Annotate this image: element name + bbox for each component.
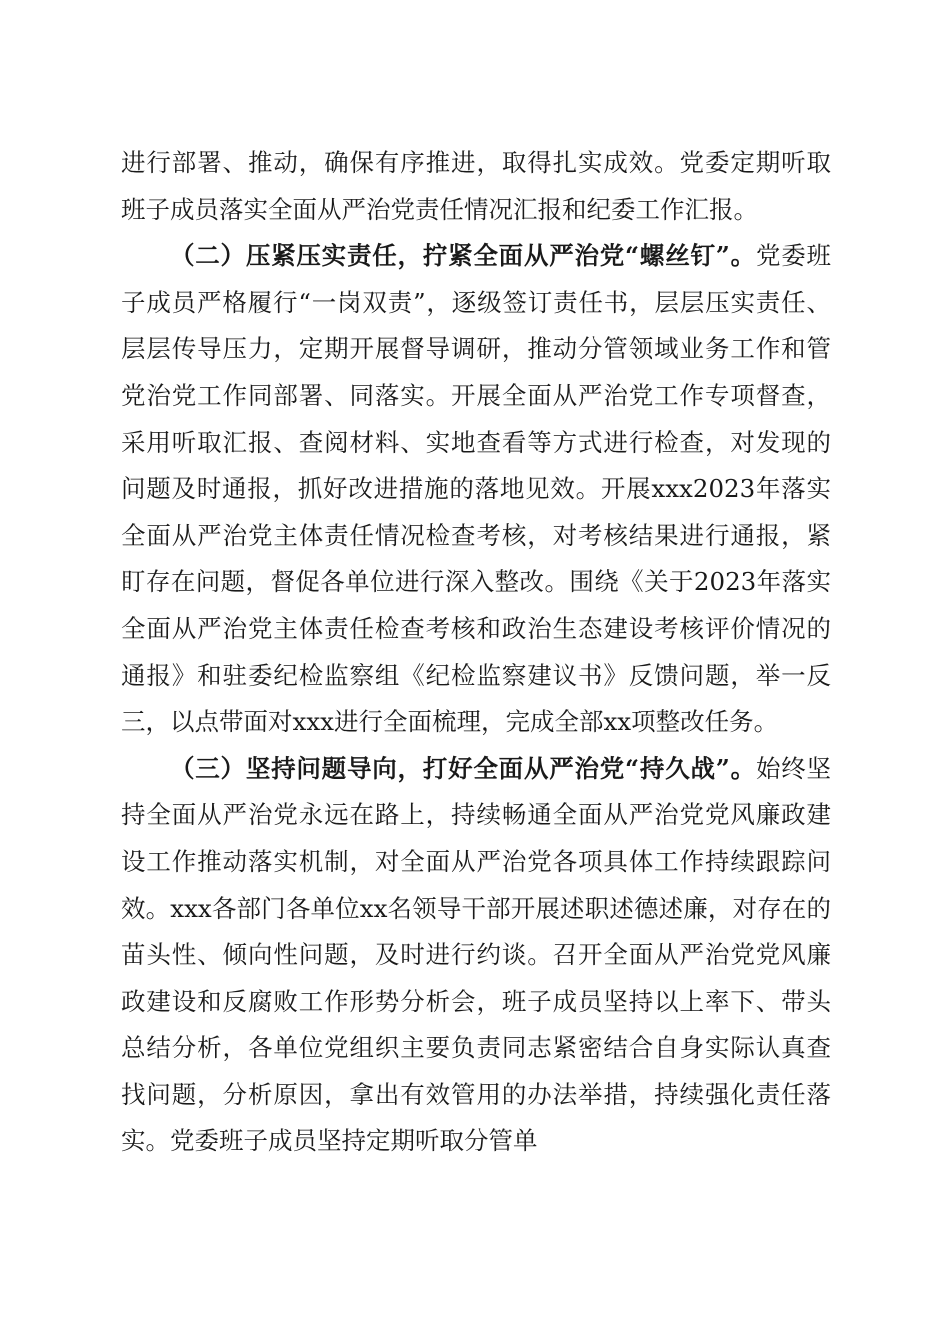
paragraph-text: 党委班子成员严格履行“一岗双责”，逐级签订责任书，层层压实责任、层层传导压力，定期开展督导调研，推动分管领域业务工作和管党治党工作同部署、同落实。开展全面从严治党工作专项督查，采用听取汇报、查阅材料、实地查看等方式进行检查，对发现的问题及时通报，抓好改进措施的落地见效。开展xxx2023年落实全面从严治党主体责任情况检查考核，对考核结果进行通报，紧盯存在问题，督促各单位进行深入整改。围绕《关于2023年落实全面从严治党主体责任检查考核和政治生态建设考核评价情况的通报》和驻委纪检监察组《纪检监察建议书》反馈问题，举一反三，以点带面对xxx进行全面梳理，完成全部xx项整改任务。 <box>121 241 831 737</box>
paragraph-text: 进行部署、推动，确保有序推进，取得扎实成效。党委定期听取班子成员落实全面从严治党责任情况汇报和纪委工作汇报。 <box>121 148 831 224</box>
paragraph-section-three <box>121 746 831 1165</box>
section-heading: （二）压紧压实责任，拧紧全面从严治党“螺丝钉”。 <box>170 241 756 271</box>
paragraph-text: 始终坚持全面从严治党永远在路上，持续畅通全面从严治党党风廉政建设工作推动落实机制，对全面从严治党各项具体工作持续跟踪问效。xxx各部门各单位xx名领导干部开展述职述德述廉，对存在的苗头性、倾向性问题，及时进行约谈。召开全面从严治党党风廉政建设和反腐败工作形势分析会，班子成员坚持以上率下、带头总结分析，各单位党组织主要负责同志紧密结合自身实际认真查找问题，分析原因，拿出有效管用的办法举措，持续强化责任落实。党委班子成员坚持定期听取分管单 <box>121 753 831 1156</box>
paragraph-continuation <box>121 140 831 233</box>
section-heading: （三）坚持问题导向，打好全面从严治党“持久战”。 <box>170 753 756 783</box>
document-body <box>121 140 831 1165</box>
paragraph-section-two <box>121 233 831 746</box>
